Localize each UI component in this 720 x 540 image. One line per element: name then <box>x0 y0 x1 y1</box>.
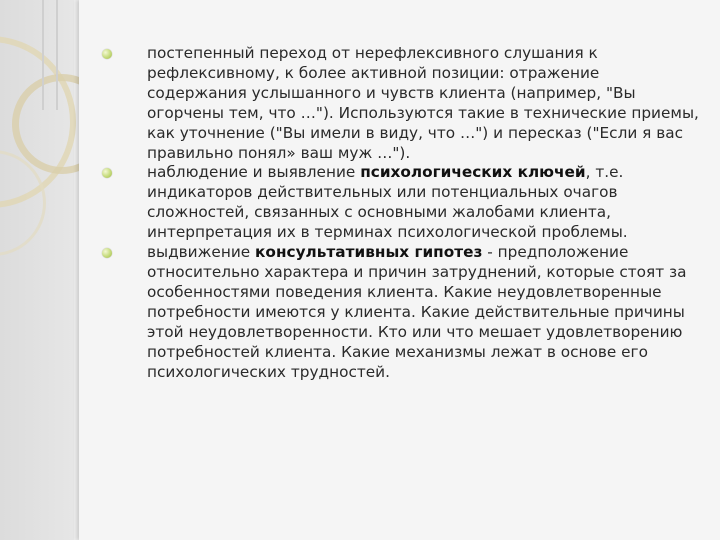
bullet-icon <box>102 248 112 258</box>
list-item <box>100 163 700 243</box>
list-item-text-before: наблюдение и выявление <box>147 163 361 182</box>
list-item <box>100 243 700 382</box>
decorative-stripe <box>56 0 58 110</box>
list-item-text-after: - предположение относительно характера и причин затруднений, которые стоят за особенностями поведения клиента. Какие неудовлетворенные потребности имеются у клиента. Какие действительные причины этой неудовлетворенности. Кто или что мешает удовлетворению потребностей клиента. Какие механизмы лежат в основе его психологических трудностей. <box>147 243 687 381</box>
list-item-bold-term: психологических ключей <box>360 163 586 182</box>
list-item-bold-term: консультативных гипотез <box>255 243 483 262</box>
bullet-list <box>100 44 700 382</box>
bullet-icon <box>102 49 112 59</box>
list-item-text: постепенный переход от нерефлексивного слушания к рефлексивному, к более активной позиции: отражение содержания услышанного и чувств клиента (например, "Вы огорчены тем, что …"). Используются такие в технические приемы, как уточнение ("Вы имели в виду, что …") и пересказ ("Если я вас правильно понял» ваш муж …"). <box>147 44 699 162</box>
bullet-icon <box>102 168 112 178</box>
decorative-stripe <box>42 0 44 110</box>
bullet-list-container <box>100 44 700 382</box>
list-item-text-before: выдвижение <box>147 243 256 262</box>
list-item-text-after: , т.е. индикаторов действительных или потенциальных очагов сложностей, связанных с основными жалобами клиента, интерпретация их в терминах психологической проблемы. <box>147 163 628 242</box>
list-item <box>100 44 700 163</box>
